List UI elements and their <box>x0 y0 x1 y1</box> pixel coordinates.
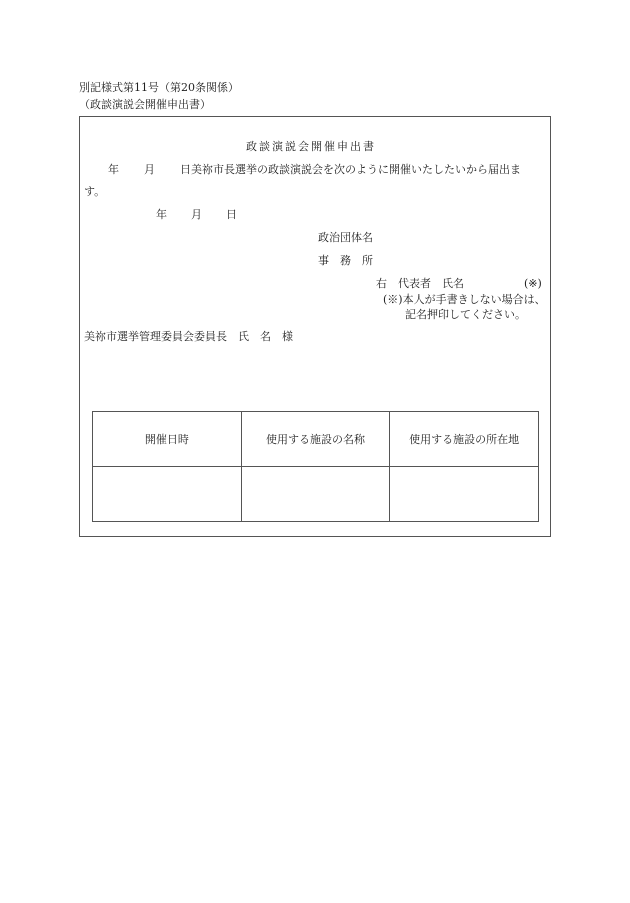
facility-table <box>92 411 539 522</box>
document-title: 政談演説会開催申出書 <box>246 140 376 153</box>
cell-datetime[interactable] <box>93 467 242 522</box>
note-line1: (※)本人が手書きしない場合は、 <box>383 293 546 306</box>
form-number: 別記様式第11号（第20条関係） <box>79 81 239 94</box>
body-year-label: 年 <box>108 163 119 176</box>
cell-facility-location[interactable] <box>390 467 539 522</box>
table-header-row <box>93 412 539 467</box>
cell-facility-name[interactable] <box>241 467 390 522</box>
table-row <box>93 467 539 522</box>
header-facility-name: 使用する施設の名称 <box>241 412 390 467</box>
body-text-line2: す。 <box>84 185 106 198</box>
seal-mark: (※) <box>524 277 542 290</box>
note-line2: 記名押印してください。 <box>405 308 526 321</box>
addressee: 美祢市選挙管理委員会委員長 氏 名 様 <box>84 330 293 343</box>
form-name: （政談演説会開催申出書） <box>79 98 211 111</box>
body-text-line1: 日美祢市長選挙の政談演説会を次のように開催いたしたいから届出ま <box>180 163 521 176</box>
political-org-label: 政治団体名 <box>318 231 373 244</box>
date-year-label: 年 <box>156 208 167 221</box>
date-month-label: 月 <box>191 208 202 221</box>
office-label: 事 務 所 <box>318 254 373 267</box>
header-facility-location: 使用する施設の所在地 <box>390 412 539 467</box>
date-day-label: 日 <box>226 208 237 221</box>
header-datetime: 開催日時 <box>93 412 242 467</box>
body-month-label: 月 <box>144 163 155 176</box>
representative-label: 右 代表者 氏名 <box>376 277 464 290</box>
